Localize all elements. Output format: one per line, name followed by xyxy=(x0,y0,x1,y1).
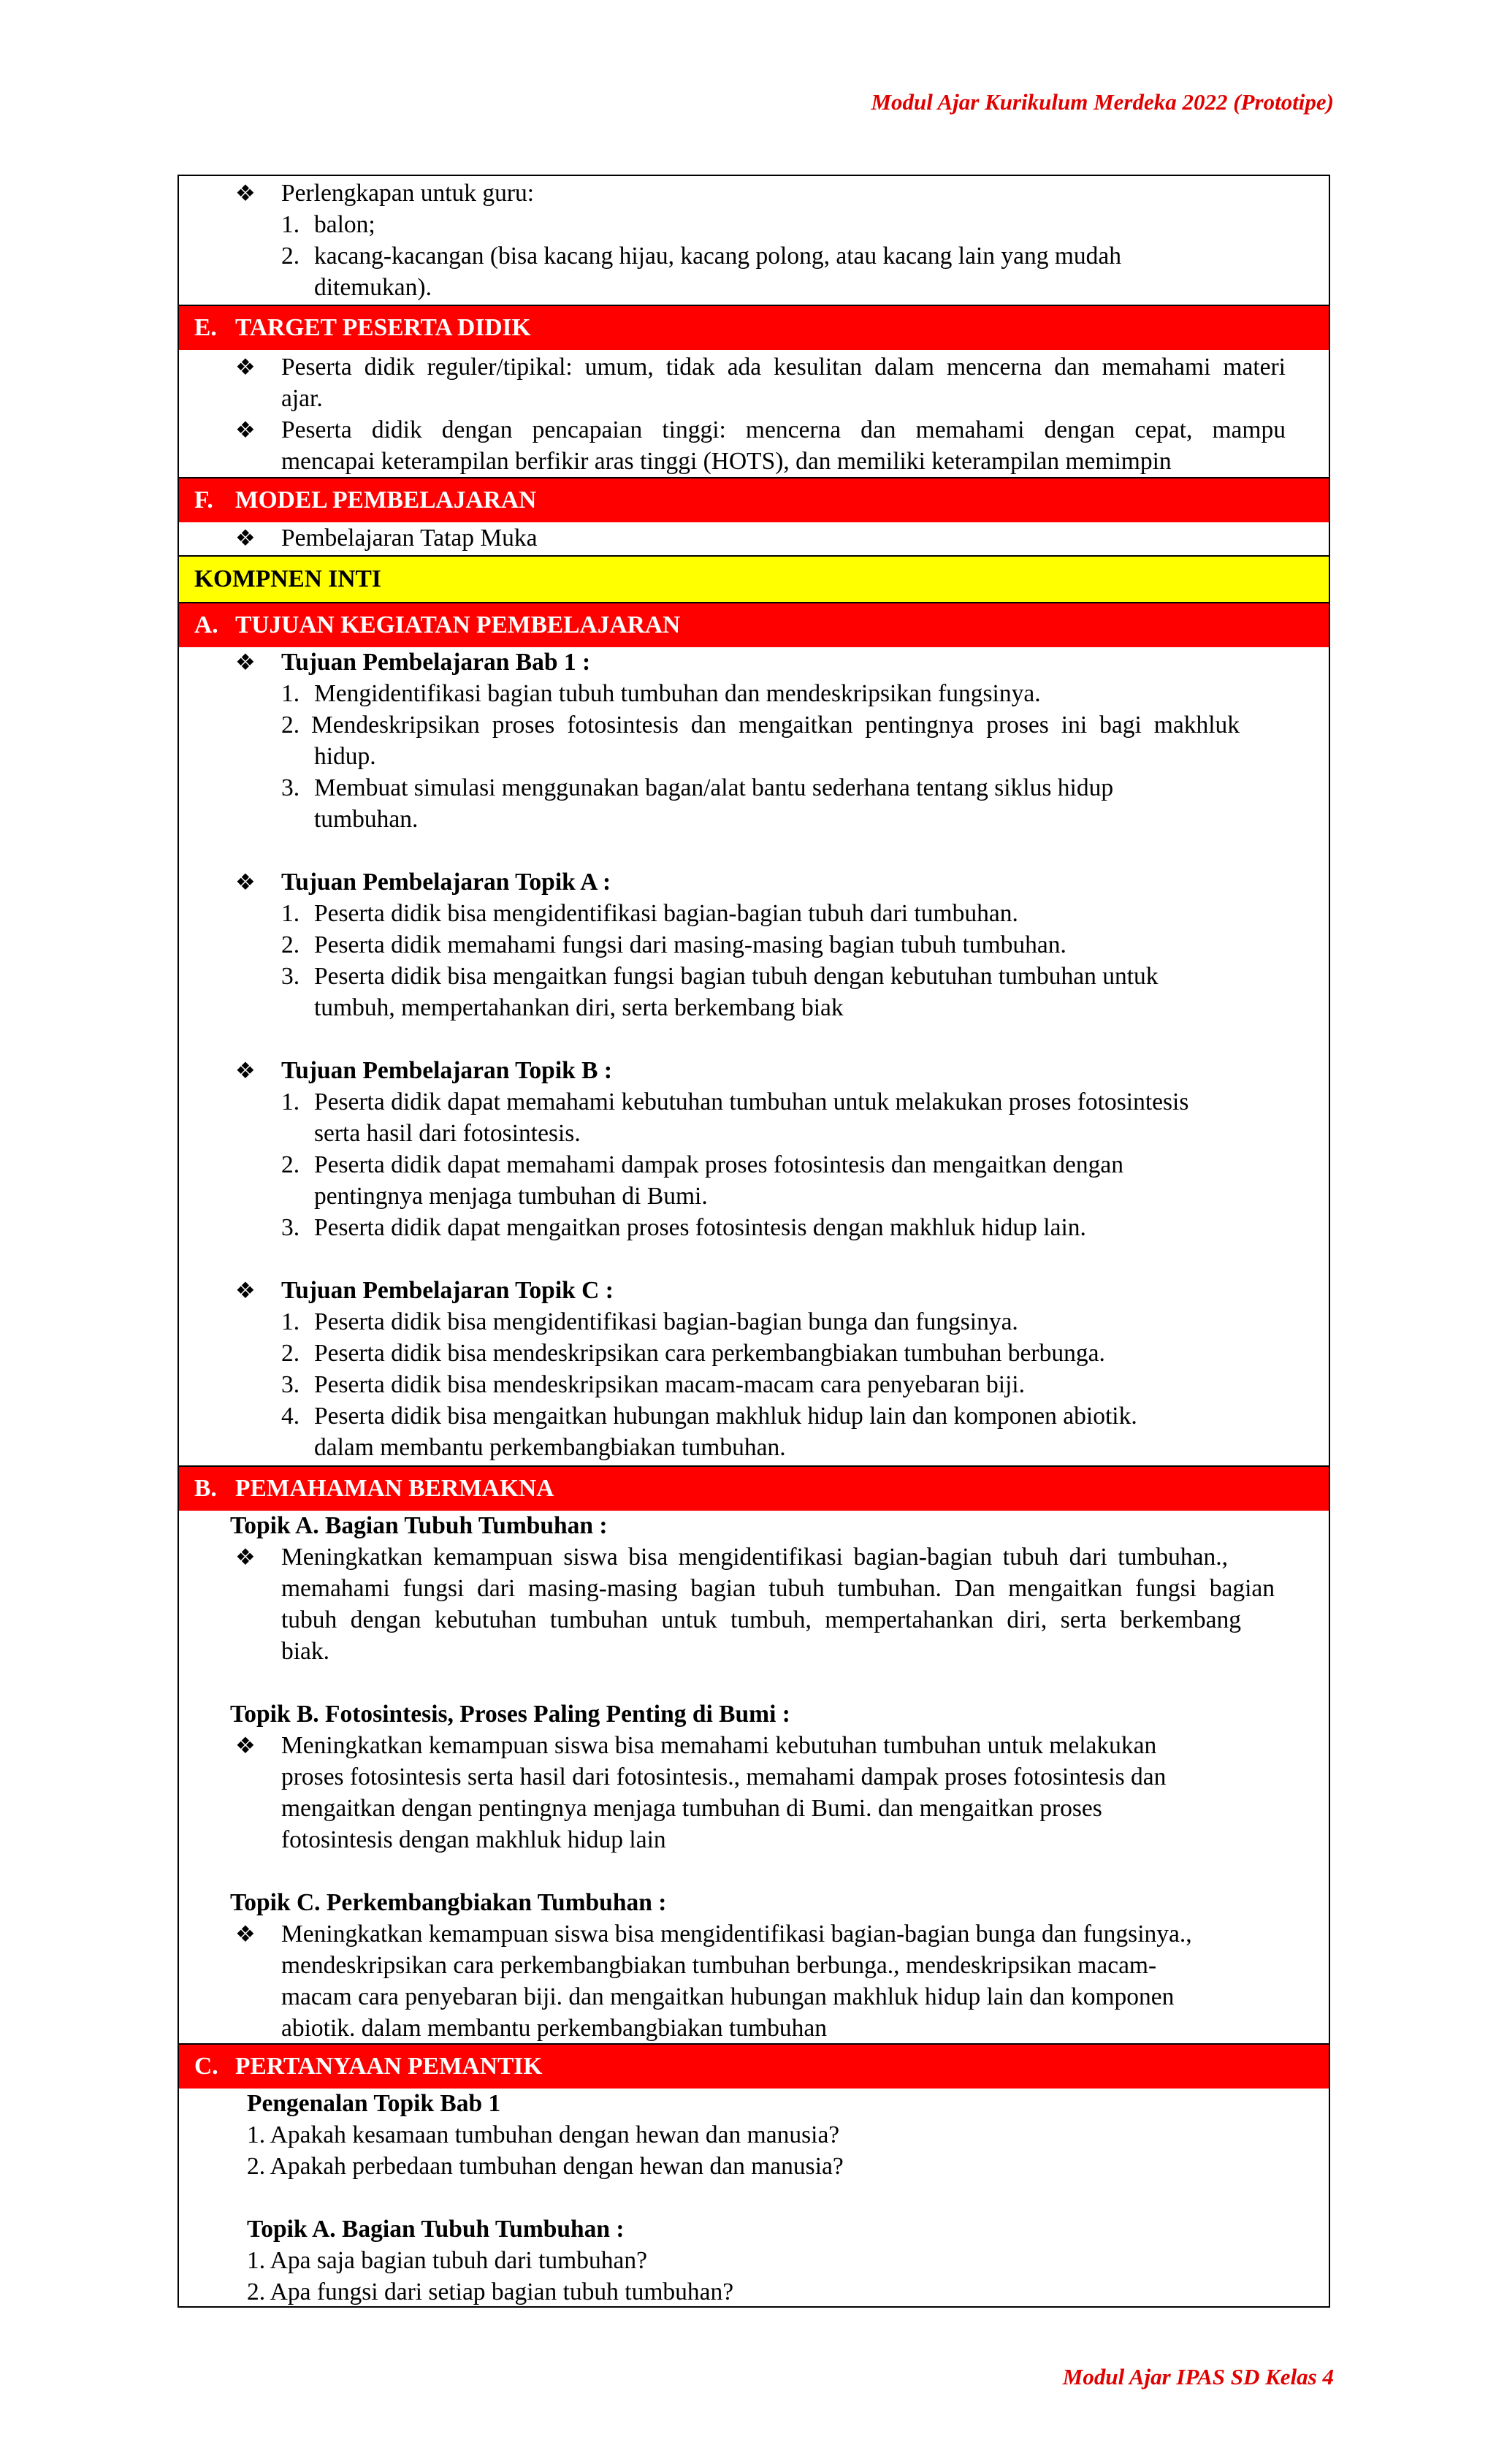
list-item: Membuat simulasi menggunakan bagan/alat bantu sederhana tentang siklus hidup xyxy=(314,774,1114,801)
list-item: tumbuh, mempertahankan diri, serta berkembang biak xyxy=(314,994,844,1021)
list-number: 2. xyxy=(281,712,300,739)
section-f-header xyxy=(179,477,1329,522)
list-item: Peserta didik bisa mendeskripsikan macam-macam cara penyebaran biji. xyxy=(314,1371,1025,1398)
topic-text-line: mendeskripsikan cara perkembangbiakan tumbuhan berbunga., mendeskripsikan macam- xyxy=(281,1952,1157,1979)
question-group-heading: Topik A. Bagian Tubuh Tumbuhan : xyxy=(247,2216,625,2243)
section-b-header xyxy=(179,1465,1329,1511)
list-item: pentingnya menjaga tumbuhan di Bumi. xyxy=(314,1183,708,1210)
bullet-icon: ❖ xyxy=(235,417,256,443)
list-item: Peserta didik dapat mengaitkan proses fotosintesis dengan makhluk hidup lain. xyxy=(314,1214,1086,1241)
list-item: balon; xyxy=(314,211,375,238)
section-a-header xyxy=(179,602,1329,647)
list-item: Peserta didik bisa mengidentifikasi bagian-bagian tubuh dari tumbuhan. xyxy=(314,900,1018,927)
bullet-icon: ❖ xyxy=(235,1921,256,1947)
bullet-icon: ❖ xyxy=(235,1278,256,1303)
list-item: Peserta didik memahami fungsi dari masing-masing bagian tubuh tumbuhan. xyxy=(314,931,1066,958)
list-number: 1. xyxy=(281,211,300,238)
module-table xyxy=(178,175,1330,2308)
topic-text-line: Meningkatkan kemampuan siswa bisa memahami kebutuhan tumbuhan untuk melakukan xyxy=(281,1732,1157,1759)
section-letter: B. xyxy=(194,1475,217,1502)
topic-text-line: Meningkatkan kemampuan siswa bisa mengidentifikasi bagian-bagian tubuh dari tumbuhan., xyxy=(281,1544,1228,1571)
list-item: Peserta didik bisa mengidentifikasi bagian-bagian bunga dan fungsinya. xyxy=(314,1308,1018,1335)
question-group-heading: Pengenalan Topik Bab 1 xyxy=(247,2090,501,2117)
list-number: 1. xyxy=(281,680,300,707)
list-item: Peserta didik bisa mengaitkan fungsi bagian tubuh dengan kebutuhan tumbuhan untuk xyxy=(314,963,1159,990)
section-letter: F. xyxy=(194,487,213,514)
list-item: Peserta didik reguler/tipikal: umum, tidak ada kesulitan dalam mencerna dan memahami materi xyxy=(281,354,1286,381)
topic-text-line: tubuh dengan kebutuhan tumbuhan untuk tumbuh, mempertahankan diri, serta berkembang xyxy=(281,1606,1241,1633)
section-title: PERTANYAAN PEMANTIK xyxy=(235,2053,543,2080)
group-heading: Tujuan Pembelajaran Topik B : xyxy=(281,1057,613,1084)
list-item: Peserta didik dengan pencapaian tinggi: mencerna dan memahami dengan cepat, mampu xyxy=(281,416,1286,443)
bullet-icon: ❖ xyxy=(235,649,256,675)
page-footer: Modul Ajar IPAS SD Kelas 4 xyxy=(1062,2364,1334,2389)
list-item: dalam membantu perkembangbiakan tumbuhan. xyxy=(314,1434,786,1461)
topic-text-line: memahami fungsi dari masing-masing bagian tubuh tumbuhan. Dan mengaitkan fungsi bagian xyxy=(281,1575,1275,1602)
list-item: Mengidentifikasi bagian tubuh tumbuhan dan mendeskripsikan fungsinya. xyxy=(314,680,1041,707)
list-item: Mendeskripsikan proses fotosintesis dan mengaitkan pentingnya proses ini bagi makhluk xyxy=(311,712,1240,739)
list-number: 3. xyxy=(281,1371,300,1398)
list-number: 2. xyxy=(281,1151,300,1178)
list-number: 1. xyxy=(281,1308,300,1335)
topic-text-line: abiotik. dalam membantu perkembangbiakan tumbuhan xyxy=(281,2015,828,2042)
list-number: 2. xyxy=(281,243,300,270)
list-number: 3. xyxy=(281,1214,300,1241)
bullet-icon: ❖ xyxy=(235,869,256,895)
section-e-header xyxy=(179,305,1329,350)
list-number: 1. xyxy=(281,900,300,927)
topic-text-line: Meningkatkan kemampuan siswa bisa mengidentifikasi bagian-bagian bunga dan fungsinya., xyxy=(281,1921,1192,1948)
section-title: PEMAHAMAN BERMAKNA xyxy=(235,1475,554,1502)
list-item: mencapai keterampilan berfikir aras tinggi (HOTS), dan memiliki keterampilan memimpin xyxy=(281,448,1172,475)
list-item: hidup. xyxy=(314,743,376,770)
topic-heading: Topik A. Bagian Tubuh Tumbuhan : xyxy=(230,1512,608,1539)
topic-text-line: fotosintesis dengan makhluk hidup lain xyxy=(281,1826,666,1853)
group-heading: Tujuan Pembelajaran Bab 1 : xyxy=(281,649,591,676)
list-item: tumbuhan. xyxy=(314,806,419,833)
bullet-icon: ❖ xyxy=(235,1733,256,1758)
bullet-icon: ❖ xyxy=(235,1544,256,1570)
bullet-icon: ❖ xyxy=(235,354,256,380)
page-header: Modul Ajar Kurikulum Merdeka 2022 (Prototipe) xyxy=(871,89,1334,115)
list-item: Peserta didik dapat memahami kebutuhan tumbuhan untuk melakukan proses fotosintesis xyxy=(314,1088,1189,1115)
list-item: Peserta didik dapat memahami dampak proses fotosintesis dan mengaitkan dengan xyxy=(314,1151,1124,1178)
group-heading: Tujuan Pembelajaran Topik C : xyxy=(281,1277,614,1304)
list-item: kacang-kacangan (bisa kacang hijau, kacang polong, atau kacang lain yang mudah xyxy=(314,243,1122,270)
list-item: ajar. xyxy=(281,385,323,412)
question-item: 2. Apa fungsi dari setiap bagian tubuh tumbuhan? xyxy=(247,2278,734,2305)
section-letter: C. xyxy=(194,2053,218,2080)
section-letter: A. xyxy=(194,611,218,638)
list-item: Peserta didik bisa mendeskripsikan cara perkembangbiakan tumbuhan berbunga. xyxy=(314,1340,1105,1367)
section-title: MODEL PEMBELAJARAN xyxy=(235,487,537,514)
topic-heading: Topik C. Perkembangbiakan Tumbuhan : xyxy=(230,1889,667,1916)
list-item: serta hasil dari fotosintesis. xyxy=(314,1120,581,1147)
question-item: 1. Apakah kesamaan tumbuhan dengan hewan dan manusia? xyxy=(247,2121,840,2148)
bullet-icon: ❖ xyxy=(235,180,256,206)
section-title: TARGET PESERTA DIDIK xyxy=(235,314,531,341)
section-title: KOMPNEN INTI xyxy=(194,565,381,592)
question-item: 1. Apa saja bagian tubuh dari tumbuhan? xyxy=(247,2247,647,2274)
topic-heading: Topik B. Fotosintesis, Proses Paling Penting di Bumi : xyxy=(230,1701,790,1728)
section-title: TUJUAN KEGIATAN PEMBELAJARAN xyxy=(235,611,681,638)
list-number: 1. xyxy=(281,1088,300,1115)
list-number: 4. xyxy=(281,1403,300,1430)
list-number: 2. xyxy=(281,1340,300,1367)
topic-text-line: mengaitkan dengan pentingnya menjaga tumbuhan di Bumi. dan mengaitkan proses xyxy=(281,1795,1102,1822)
list-number: 2. xyxy=(281,931,300,958)
list-item: ditemukan). xyxy=(314,274,432,301)
list-item: Pembelajaran Tatap Muka xyxy=(281,525,538,552)
group-heading: Tujuan Pembelajaran Topik A : xyxy=(281,869,611,896)
bullet-icon: ❖ xyxy=(235,525,256,551)
list-item: Peserta didik bisa mengaitkan hubungan makhluk hidup lain dan komponen abiotik. xyxy=(314,1403,1137,1430)
section-letter: E. xyxy=(194,314,217,341)
section-c-header xyxy=(179,2043,1329,2089)
list-number: 3. xyxy=(281,774,300,801)
bullet-icon: ❖ xyxy=(235,1058,256,1083)
perlengkapan-intro: Perlengkapan untuk guru: xyxy=(281,180,535,207)
komponen-inti-header xyxy=(179,555,1329,602)
topic-text-line: biak. xyxy=(281,1638,330,1665)
topic-text-line: macam cara penyebaran biji. dan mengaitkan hubungan makhluk hidup lain dan komponen xyxy=(281,1983,1175,2010)
list-number: 3. xyxy=(281,963,300,990)
topic-text-line: proses fotosintesis serta hasil dari fotosintesis., memahami dampak proses fotosintesis dan xyxy=(281,1763,1167,1790)
question-item: 2. Apakah perbedaan tumbuhan dengan hewan dan manusia? xyxy=(247,2153,844,2180)
